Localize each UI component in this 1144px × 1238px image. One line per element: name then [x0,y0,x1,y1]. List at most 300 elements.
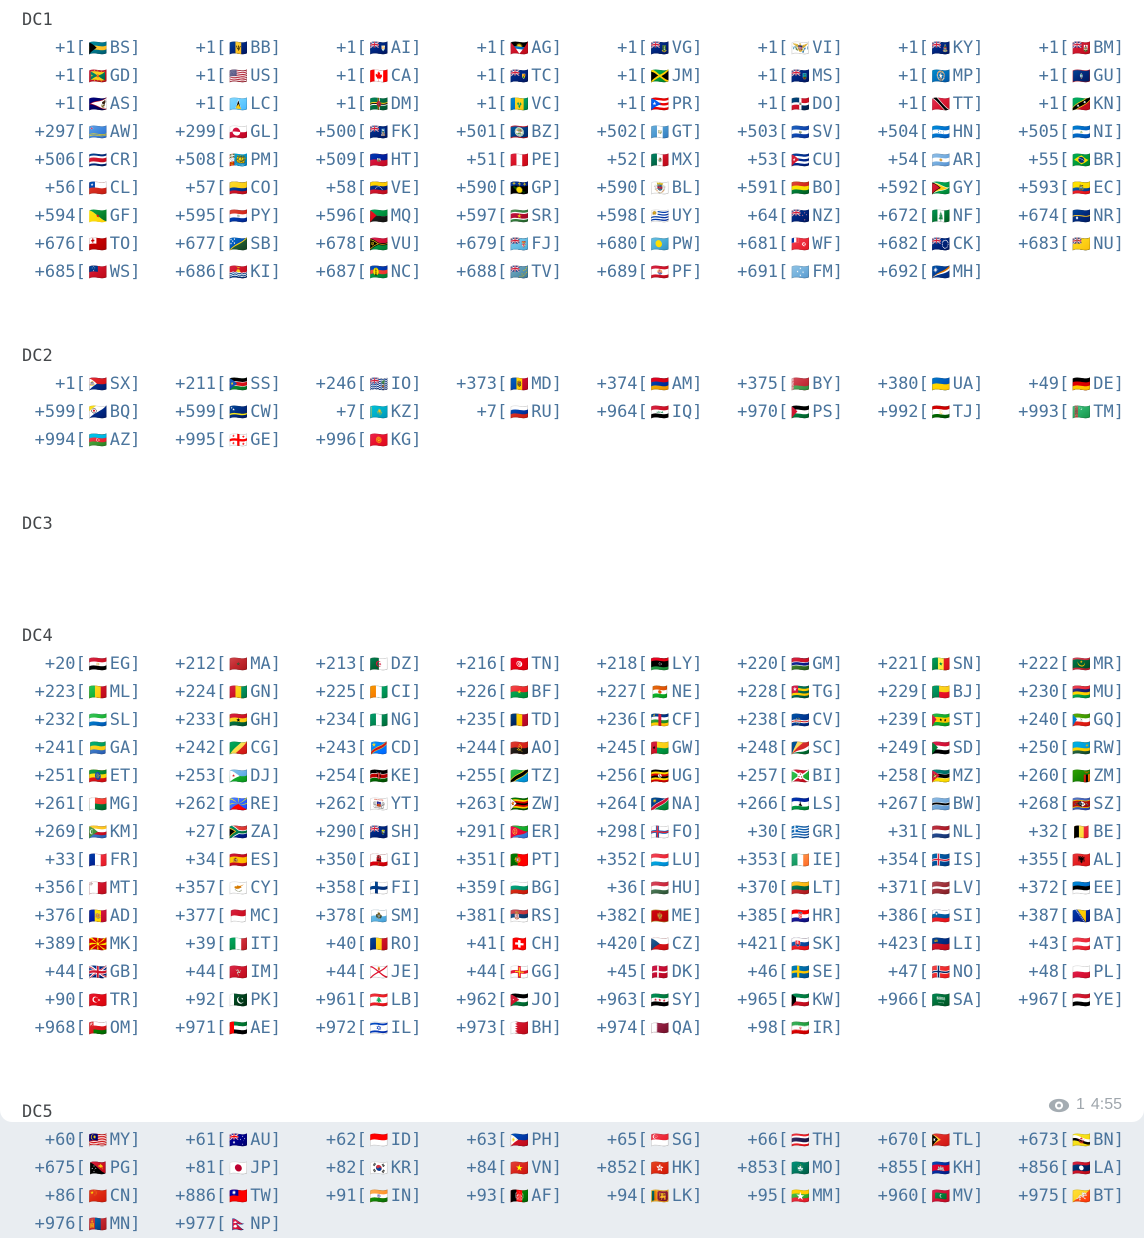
phone-code-entry-ly[interactable] [562,650,703,678]
phone-code-entry-cy[interactable] [141,874,282,902]
phone-code-entry-sv[interactable] [703,118,844,146]
phone-code-entry-ke[interactable] [281,762,422,790]
phone-code-entry-ht[interactable] [281,146,422,174]
phone-code-entry-ws[interactable] [0,258,141,286]
phone-code-entry-in[interactable] [281,1182,422,1210]
phone-code-entry-tm[interactable] [984,398,1125,426]
phone-code-entry-jm[interactable] [562,62,703,90]
phone-code-entry-se[interactable] [703,958,844,986]
phone-code-entry-rw[interactable] [984,734,1125,762]
country-code: MD] [531,374,562,394]
phone-code-entry-md[interactable] [422,370,563,398]
flag-icon-us: 🇺🇸 [228,66,248,85]
phone-code-entry-za[interactable] [141,818,282,846]
phone-code-entry-je[interactable] [281,958,422,986]
phone-code-entry-gi[interactable] [281,846,422,874]
phone-code-entry-nl[interactable] [843,818,984,846]
phone-code-entry-gu[interactable] [984,62,1125,90]
flag-icon-er: 🇪🇷 [509,822,529,841]
phone-code-entry-to[interactable] [0,230,141,258]
phone-code-entry-nr[interactable] [984,202,1125,230]
phone-code-entry-bz[interactable] [422,118,563,146]
phone-code-entry-dj[interactable] [141,762,282,790]
country-code: VI] [812,38,843,58]
phone-code-entry-ph[interactable] [422,1126,563,1154]
phone-code-entry-gw[interactable] [562,734,703,762]
dial-code: +246[ [315,374,367,394]
phone-code-entry-vc[interactable] [422,90,563,118]
code-row [0,1014,1144,1042]
dial-code: +993[ [1018,402,1070,422]
phone-code-entry-st[interactable] [843,706,984,734]
phone-code-entry-jp[interactable] [141,1154,282,1182]
phone-code-entry-kn[interactable] [984,90,1125,118]
phone-code-entry-gl[interactable] [141,118,282,146]
flag-icon-tm: 🇹🇲 [1071,402,1091,421]
phone-code-entry-de[interactable] [984,370,1125,398]
phone-code-entry-ls[interactable] [703,790,844,818]
phone-code-entry-it[interactable] [141,930,282,958]
phone-code-entry-sx[interactable] [0,370,141,398]
phone-code-entry-vi[interactable] [703,34,844,62]
country-code: TH] [812,1130,843,1150]
phone-code-entry-bh[interactable] [422,1014,563,1042]
country-code: SR] [531,206,562,226]
phone-code-entry-cg[interactable] [141,734,282,762]
dial-code: +670[ [877,1130,929,1150]
phone-code-entry-be[interactable] [984,818,1125,846]
country-code: GA] [109,738,141,758]
country-code: ID] [390,1130,422,1150]
phone-code-entry-lt[interactable] [703,874,844,902]
phone-code-entry-zw[interactable] [422,790,563,818]
flag-icon-bf: 🇧🇫 [509,682,529,701]
eye-icon [1048,1098,1070,1113]
phone-code-entry-tz[interactable] [422,762,563,790]
phone-code-entry-bg[interactable] [422,874,563,902]
phone-code-entry-cw[interactable] [141,398,282,426]
phone-code-entry-al[interactable] [984,846,1125,874]
flag-icon-bw: 🇧🇼 [931,794,951,813]
phone-code-entry-sn[interactable] [843,650,984,678]
flag-icon-gq: 🇬🇶 [1071,710,1091,729]
phone-code-entry-kz[interactable] [281,398,422,426]
country-code: SS] [250,374,281,394]
country-code: RU] [531,402,562,422]
phone-code-entry-gt[interactable] [562,118,703,146]
phone-code-entry-la[interactable] [984,1154,1125,1182]
phone-code-entry-ng[interactable] [281,706,422,734]
flag-icon-lk: 🇱🇰 [650,1186,670,1205]
country-code: UA] [952,374,984,394]
country-code: AO] [531,738,562,758]
phone-code-entry-do[interactable] [703,90,844,118]
phone-code-entry-ne[interactable] [562,678,703,706]
flag-icon-gw: 🇬🇼 [650,738,670,757]
phone-code-entry-gq[interactable] [984,706,1125,734]
phone-code-entry-pl[interactable] [984,958,1125,986]
phone-code-entry-ma[interactable] [141,650,282,678]
phone-code-entry-cd[interactable] [281,734,422,762]
phone-code-entry-mc[interactable] [141,902,282,930]
phone-code-entry-vg[interactable] [562,34,703,62]
phone-code-entry-pr[interactable] [562,90,703,118]
phone-code-entry-hn[interactable] [843,118,984,146]
phone-code-entry-ad[interactable] [0,902,141,930]
phone-code-entry-hk[interactable] [562,1154,703,1182]
phone-code-entry-cn[interactable] [0,1182,141,1210]
flag-icon-tj: 🇹🇯 [931,402,951,421]
phone-code-entry-li[interactable] [843,930,984,958]
phone-code-entry-sy[interactable] [562,986,703,1014]
phone-code-entry-pe[interactable] [422,146,563,174]
phone-code-entry-bq[interactable] [0,398,141,426]
country-code: AI] [390,38,422,58]
phone-code-entry-hu[interactable] [562,874,703,902]
phone-code-entry-nc[interactable] [281,258,422,286]
flag-icon-br: 🇧🇷 [1071,150,1091,169]
phone-code-entry-lv[interactable] [843,874,984,902]
dial-code: +389[ [34,934,86,954]
phone-code-entry-nf[interactable] [843,202,984,230]
phone-code-entry-is[interactable] [843,846,984,874]
phone-code-entry-mg[interactable] [0,790,141,818]
phone-code-entry-ge[interactable] [141,426,282,454]
phone-code-entry-io[interactable] [281,370,422,398]
phone-code-entry-bm[interactable] [984,34,1125,62]
phone-code-entry-ps[interactable] [703,398,844,426]
country-code: MO] [812,1158,843,1178]
flag-icon-dj: 🇩🇯 [228,766,248,785]
phone-code-entry-my[interactable] [0,1126,141,1154]
phone-code-entry-kg[interactable] [281,426,422,454]
phone-code-entry-lc[interactable] [141,90,282,118]
phone-code-entry-rs[interactable] [422,902,563,930]
phone-code-entry-fr[interactable] [0,846,141,874]
phone-code-entry-cu[interactable] [703,146,844,174]
phone-code-entry-tc[interactable] [422,62,563,90]
dial-code: +352[ [596,850,648,870]
phone-code-entry-sh[interactable] [281,818,422,846]
phone-code-entry-bj[interactable] [843,678,984,706]
phone-code-entry-am[interactable] [562,370,703,398]
country-code: ZW] [531,794,562,814]
phone-code-entry-mt[interactable] [0,874,141,902]
phone-code-entry-th[interactable] [703,1126,844,1154]
phone-code-entry-il[interactable] [281,1014,422,1042]
phone-code-entry-ar[interactable] [843,146,984,174]
code-row [0,202,1144,230]
phone-code-entry-ch[interactable] [422,930,563,958]
phone-code-entry-fo[interactable] [562,818,703,846]
phone-code-entry-ai[interactable] [281,34,422,62]
dial-code: +672[ [877,206,929,226]
phone-code-entry-cl[interactable] [0,174,141,202]
dial-code: +63[ [466,1130,508,1150]
phone-code-entry-co[interactable] [141,174,282,202]
phone-code-entry-bb[interactable] [141,34,282,62]
phone-code-entry-at[interactable] [984,930,1125,958]
phone-code-entry-sr[interactable] [422,202,563,230]
phone-code-entry-ye[interactable] [984,986,1125,1014]
phone-code-entry-kw[interactable] [703,986,844,1014]
flag-icon-pf: 🇵🇫 [650,262,670,281]
flag-icon-hn: 🇭🇳 [931,122,951,141]
dial-code: +599[ [34,402,86,422]
phone-code-entry-cv[interactable] [703,706,844,734]
phone-code-entry-ba[interactable] [984,902,1125,930]
phone-code-entry-pf[interactable] [562,258,703,286]
phone-code-entry-ru[interactable] [422,398,563,426]
phone-code-entry-tl[interactable] [843,1126,984,1154]
phone-code-entry-no[interactable] [843,958,984,986]
phone-code-entry-cr[interactable] [0,146,141,174]
phone-code-entry-bw[interactable] [843,790,984,818]
phone-code-entry-au[interactable] [141,1126,282,1154]
phone-code-entry-et[interactable] [0,762,141,790]
phone-code-entry-mn[interactable] [0,1210,141,1238]
phone-code-entry-sa[interactable] [843,986,984,1014]
flag-icon-ua: 🇺🇦 [931,374,951,393]
phone-code-entry-gg[interactable] [422,958,563,986]
phone-code-entry-ga[interactable] [0,734,141,762]
phone-code-entry-na[interactable] [562,790,703,818]
phone-code-entry-gf[interactable] [0,202,141,230]
dial-code: +680[ [596,234,648,254]
phone-code-entry-re[interactable] [141,790,282,818]
phone-code-entry-cf[interactable] [562,706,703,734]
phone-code-entry-gm[interactable] [703,650,844,678]
phone-code-entry-tj[interactable] [843,398,984,426]
phone-code-entry-mx[interactable] [562,146,703,174]
phone-code-entry-ae[interactable] [141,1014,282,1042]
phone-code-entry-pk[interactable] [141,986,282,1014]
phone-code-entry-gr[interactable] [703,818,844,846]
dial-code: +263[ [456,794,508,814]
phone-code-entry-td[interactable] [422,706,563,734]
dial-code: +49[ [1028,374,1070,394]
phone-code-entry-sg[interactable] [562,1126,703,1154]
phone-code-entry-np[interactable] [141,1210,282,1238]
phone-code-entry-bt[interactable] [984,1182,1125,1210]
country-code: PT] [531,850,562,870]
phone-code-entry-hr[interactable] [703,902,844,930]
phone-code-entry-mu[interactable] [984,678,1125,706]
phone-code-entry-cz[interactable] [562,930,703,958]
phone-code-entry-dk[interactable] [562,958,703,986]
phone-code-entry-by[interactable] [703,370,844,398]
phone-code-entry-ck[interactable] [843,230,984,258]
phone-code-entry-me[interactable] [562,902,703,930]
country-code: PM] [250,150,281,170]
phone-code-entry-tt[interactable] [843,90,984,118]
flag-icon-bt: 🇧🇹 [1071,1186,1091,1205]
phone-code-entry-ms[interactable] [703,62,844,90]
phone-code-entry-sc[interactable] [703,734,844,762]
phone-code-entry-gn[interactable] [141,678,282,706]
dial-code: +60[ [44,1130,86,1150]
phone-code-entry-jo[interactable] [422,986,563,1014]
phone-code-entry-mo[interactable] [703,1154,844,1182]
phone-code-entry-gy[interactable] [843,174,984,202]
phone-code-entry-ee[interactable] [984,874,1125,902]
phone-code-entry-ec[interactable] [984,174,1125,202]
phone-code-entry-kr[interactable] [281,1154,422,1182]
country-code: MQ] [390,206,422,226]
phone-code-entry-tg[interactable] [703,678,844,706]
phone-code-entry-ve[interactable] [281,174,422,202]
phone-code-entry-bf[interactable] [422,678,563,706]
phone-code-entry-mp[interactable] [843,62,984,90]
phone-code-entry-fm[interactable] [703,258,844,286]
phone-code-entry-qa[interactable] [562,1014,703,1042]
dial-code: +223[ [34,682,86,702]
flag-icon-do: 🇩🇴 [790,94,810,113]
phone-code-entry-id[interactable] [281,1126,422,1154]
dial-code: +1[ [336,66,367,86]
phone-code-entry-ss[interactable] [141,370,282,398]
country-code: HR] [812,906,843,926]
phone-code-entry-bl[interactable] [562,174,703,202]
phone-code-entry-nz[interactable] [703,202,844,230]
dial-code: +31[ [887,822,929,842]
phone-code-entry-fj[interactable] [422,230,563,258]
phone-code-entry-vn[interactable] [422,1154,563,1182]
dial-code: +675[ [34,1158,86,1178]
phone-code-entry-wf[interactable] [703,230,844,258]
phone-code-entry-kh[interactable] [843,1154,984,1182]
phone-code-entry-ci[interactable] [281,678,422,706]
phone-code-entry-dm[interactable] [281,90,422,118]
phone-code-entry-pt[interactable] [422,846,563,874]
phone-code-entry-mk[interactable] [0,930,141,958]
phone-code-entry-lb[interactable] [281,986,422,1014]
phone-code-entry-sl[interactable] [0,706,141,734]
phone-code-entry-es[interactable] [141,846,282,874]
phone-code-entry-ml[interactable] [0,678,141,706]
flag-icon-ve: 🇻🇪 [369,178,389,197]
flag-icon-gt: 🇬🇹 [650,122,670,141]
phone-code-entry-lu[interactable] [562,846,703,874]
code-row [0,34,1144,62]
phone-code-entry-lk[interactable] [562,1182,703,1210]
phone-code-entry-zm[interactable] [984,762,1125,790]
phone-code-entry-tr[interactable] [0,986,141,1014]
flag-icon-gn: 🇬🇳 [228,682,248,701]
phone-code-entry-gp[interactable] [422,174,563,202]
phone-code-entry-aw[interactable] [0,118,141,146]
phone-code-entry-sk[interactable] [703,930,844,958]
phone-code-entry-mq[interactable] [281,202,422,230]
phone-code-entry-nu[interactable] [984,230,1125,258]
phone-code-entry-mz[interactable] [843,762,984,790]
phone-code-entry-km[interactable] [0,818,141,846]
phone-code-entry-uy[interactable] [562,202,703,230]
phone-code-entry-ky[interactable] [843,34,984,62]
phone-code-entry-im[interactable] [141,958,282,986]
dial-code: +43[ [1028,934,1070,954]
phone-code-entry-mm[interactable] [703,1182,844,1210]
phone-code-entry-ao[interactable] [422,734,563,762]
country-code: TG] [812,682,843,702]
country-code: IR] [812,1018,843,1038]
phone-code-entry-pg[interactable] [0,1154,141,1182]
country-code: MZ] [952,766,984,786]
flag-icon-aw: 🇦🇼 [88,122,108,141]
country-code: TL] [952,1130,984,1150]
phone-code-entry-tv[interactable] [422,258,563,286]
phone-code-entry-ir[interactable] [703,1014,844,1042]
phone-code-entry-us[interactable] [141,62,282,90]
dial-code: +291[ [456,822,508,842]
phone-code-entry-fk[interactable] [281,118,422,146]
country-code: SH] [390,822,422,842]
phone-code-entry-bn[interactable] [984,1126,1125,1154]
phone-code-entry-fi[interactable] [281,874,422,902]
phone-code-entry-py[interactable] [141,202,282,230]
phone-code-entry-sb[interactable] [141,230,282,258]
phone-code-entry-iq[interactable] [562,398,703,426]
phone-code-entry-af[interactable] [422,1182,563,1210]
dial-code: +682[ [877,234,929,254]
country-code: TJ] [952,402,984,422]
phone-code-entry-gb[interactable] [0,958,141,986]
phone-code-entry-ro[interactable] [281,930,422,958]
phone-code-entry-sd[interactable] [843,734,984,762]
phone-code-entry-as[interactable] [0,90,141,118]
phone-code-entry-er[interactable] [422,818,563,846]
phone-code-entry-vu[interactable] [281,230,422,258]
phone-code-entry-sz[interactable] [984,790,1125,818]
phone-code-entry-ki[interactable] [141,258,282,286]
flag-icon-lu: 🇱🇺 [650,850,670,869]
phone-code-entry-pm[interactable] [141,146,282,174]
phone-code-entry-om[interactable] [0,1014,141,1042]
phone-code-entry-dz[interactable] [281,650,422,678]
phone-code-entry-gd[interactable] [0,62,141,90]
phone-code-entry-mv[interactable] [843,1182,984,1210]
country-code: TW] [250,1186,281,1206]
dial-code: +240[ [1018,710,1070,730]
phone-code-entry-ug[interactable] [562,762,703,790]
phone-code-entry-bs[interactable] [0,34,141,62]
phone-code-entry-pw[interactable] [562,230,703,258]
country-code: KW] [812,990,843,1010]
dial-code: +354[ [877,850,929,870]
flag-icon-sb: 🇸🇧 [228,234,248,253]
phone-code-entry-sm[interactable] [281,902,422,930]
phone-code-entry-mr[interactable] [984,650,1125,678]
phone-code-entry-az[interactable] [0,426,141,454]
phone-code-entry-tn[interactable] [422,650,563,678]
code-row [0,118,1144,146]
phone-code-entry-ie[interactable] [703,846,844,874]
phone-code-entry-mh[interactable] [843,258,984,286]
dial-code: +230[ [1018,682,1070,702]
phone-code-entry-yt[interactable] [281,790,422,818]
phone-code-entry-br[interactable] [984,146,1125,174]
phone-code-entry-bo[interactable] [703,174,844,202]
phone-code-entry-si[interactable] [843,902,984,930]
phone-code-entry-tw[interactable] [141,1182,282,1210]
phone-code-entry-ni[interactable] [984,118,1125,146]
phone-code-entry-gh[interactable] [141,706,282,734]
phone-code-entry-ua[interactable] [843,370,984,398]
phone-code-entry-bi[interactable] [703,762,844,790]
phone-code-entry-ag[interactable] [422,34,563,62]
phone-code-entry-eg[interactable] [0,650,141,678]
phone-code-entry-ca[interactable] [281,62,422,90]
